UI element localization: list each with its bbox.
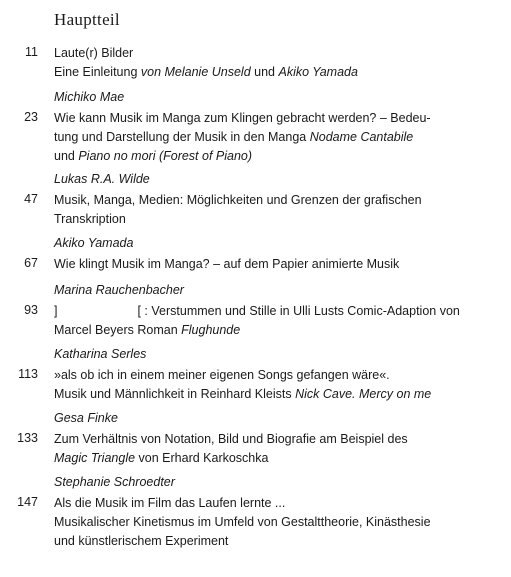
- entry-author: Stephanie Schroedter: [54, 475, 175, 489]
- title-line: [54, 430, 494, 449]
- title-text: »als ob ich in einem meiner eigenen Songs gefangen wäre«.: [54, 368, 390, 382]
- page-number: 11: [25, 45, 38, 59]
- title-text: Musik, Manga, Medien: Möglichkeiten und Grenzen der grafischen: [54, 193, 422, 207]
- title-line: [54, 532, 494, 551]
- entry-title: [54, 430, 494, 468]
- title-text: von Erhard Karkoschka: [135, 451, 269, 465]
- title-text: ]: [54, 304, 58, 318]
- page-number: 147: [17, 495, 38, 509]
- entry-author: Marina Rauchenbacher: [54, 283, 184, 297]
- entry-title: [54, 109, 494, 166]
- title-text: und: [250, 65, 279, 79]
- title-text: Eine Einleitung: [54, 65, 141, 79]
- title-italic-text: Nick Cave. Mercy on me: [295, 387, 432, 401]
- title-line: [54, 366, 494, 385]
- page-number: 113: [18, 367, 38, 381]
- title-line: [54, 321, 494, 340]
- page-number: 67: [24, 256, 38, 270]
- title-line: [54, 128, 494, 147]
- entry-title: [54, 302, 494, 340]
- title-text: [ : Verstummen und Stille in Ulli Lusts Comic-Adaption von: [137, 304, 460, 318]
- title-line: [54, 63, 494, 82]
- entry-author: Gesa Finke: [54, 411, 118, 425]
- entry-author: Michiko Mae: [54, 90, 125, 104]
- entry-title: [54, 494, 494, 551]
- entry-author: Akiko Yamada: [54, 236, 134, 250]
- entry-title: [54, 255, 494, 274]
- entry-title: [54, 44, 494, 82]
- title-text: Als die Musik im Film das Laufen lernte ...: [54, 496, 286, 510]
- entry-author: Lukas R.A. Wilde: [54, 172, 150, 186]
- title-italic-text: Flughunde: [181, 323, 241, 337]
- title-text: und künstlerischem Experiment: [54, 534, 229, 548]
- page-number: 23: [24, 110, 38, 124]
- title-italic-text: Akiko Yamada: [278, 65, 358, 79]
- title-line: [54, 147, 494, 166]
- title-line: [54, 449, 494, 468]
- title-text: Wie kann Musik im Manga zum Klingen gebracht werden? – Bedeu-: [54, 111, 431, 125]
- title-text: Transkription: [54, 212, 126, 226]
- title-line: [54, 109, 494, 128]
- entry-author: Katharina Serles: [54, 347, 147, 361]
- title-italic-text: Piano no mori (Forest of Piano): [78, 149, 253, 163]
- title-text: Marcel Beyers Roman: [54, 323, 182, 337]
- title-line: [54, 255, 494, 274]
- entry-title: [54, 366, 494, 404]
- title-italic-text: Magic Triangle: [54, 451, 136, 465]
- title-line: [54, 44, 494, 63]
- title-italic-text: von Melanie Unseld: [140, 65, 251, 79]
- title-text: Wie klingt Musik im Manga? – auf dem Papier animierte Musik: [54, 257, 400, 271]
- page-number: 93: [24, 303, 38, 317]
- title-line: [54, 210, 494, 229]
- title-line: [54, 494, 494, 513]
- title-text: Laute(r) Bilder: [54, 46, 134, 60]
- page-number: 133: [17, 431, 38, 445]
- title-text: tung und Darstellung der Musik in den Manga: [54, 130, 310, 144]
- title-text: Musik und Männlichkeit in Reinhard Kleists: [54, 387, 296, 401]
- title-text: Zum Verhältnis von Notation, Bild und Biografie am Beispiel des: [54, 432, 408, 446]
- page-number: 47: [24, 192, 38, 206]
- entry-title: [54, 191, 494, 229]
- title-text: und: [54, 149, 79, 163]
- title-line: [54, 302, 494, 321]
- title-line: [54, 385, 494, 404]
- title-italic-text: Nodame Cantabile: [309, 130, 414, 144]
- title-line: [54, 513, 494, 532]
- title-line: [54, 191, 494, 210]
- title-text: Musikalischer Kinetismus im Umfeld von Gestalttheorie, Kinästhesie: [54, 515, 431, 529]
- section-heading: Hauptteil: [54, 10, 120, 29]
